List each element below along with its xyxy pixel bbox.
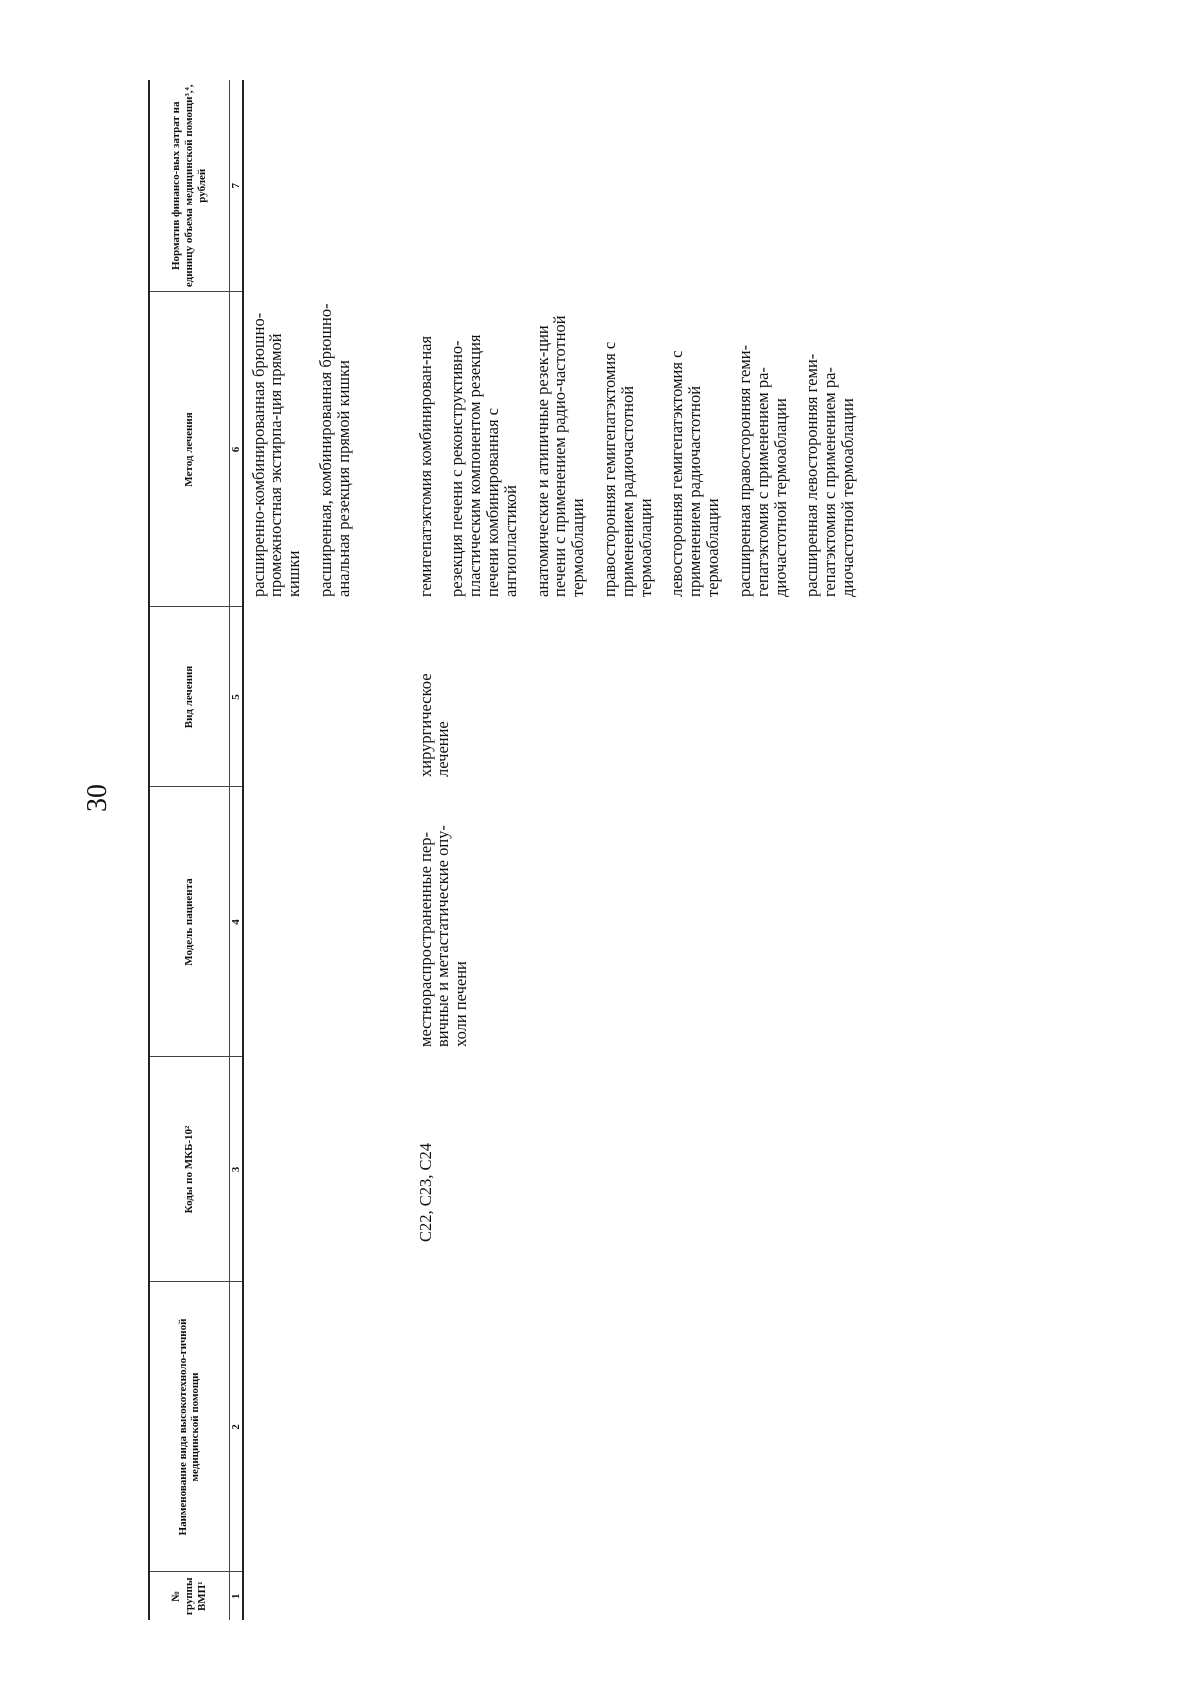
method-entry: правосторонняя гемигепатэктомия с применением радиочастотной термоаблации [600, 341, 655, 597]
treatment-type-text: хирургическое лечение [415, 673, 453, 777]
method-entry: резекция печени с реконструктивно-пластическим компонентом резекция печени комбинированная с ангиопластикой [447, 334, 520, 597]
rotated-table-sheet [148, 80, 1148, 1620]
method-entry: левосторонняя гемигепатэктомия с применением радиочастотной термоаблации [667, 350, 723, 597]
method-entry: расширенная левосторонняя геми-гепатэктомия с применением ра-диочастотной термоаблации [802, 353, 857, 597]
treatment-type-cell [411, 607, 871, 787]
column-number: 1 [229, 1572, 243, 1620]
icd-codes-cell [411, 1057, 871, 1282]
header-treatment-type: Вид лечения [149, 607, 229, 787]
table-row [411, 80, 871, 1620]
method-entry: анатомические и атипичные резек-ции печени с применением радио-частотной термоаблации [532, 315, 588, 597]
column-number: 4 [229, 787, 243, 1057]
column-number: 5 [229, 607, 243, 787]
method-entry: расширенно-комбинированная брюшно-промежностная экстирпа-ция прямой кишки [248, 312, 304, 597]
column-number: 6 [229, 292, 243, 607]
page-number: 30 [82, 784, 113, 812]
column-number: 3 [229, 1057, 243, 1282]
method-entry: расширенная правосторонняя геми-гепатэктомия с применением ра-диочастотной термоаблации [734, 344, 790, 597]
header-icd-codes: Коды по МКБ-10² [149, 1057, 229, 1282]
header-vmp-name: Наименование вида высокотехноло-гичной медицинской помощи [149, 1282, 229, 1572]
treatment-method-cell [411, 292, 871, 607]
column-number: 7 [229, 80, 243, 292]
vmp-table [148, 80, 871, 1620]
table-row [243, 80, 411, 1620]
icd-codes: C22, C23, C24 [415, 1142, 435, 1242]
treatment-method-cell [243, 292, 411, 607]
header-treatment-method: Метод лечения [149, 292, 229, 607]
method-entry: гемигепатэктомия комбинирован-ная [415, 335, 435, 597]
header-patient-model: Модель пациента [149, 787, 229, 1057]
header-group-number: № группы ВМП¹ [149, 1572, 229, 1620]
patient-model-text: местнораспространенные пер-вичные и метастатические опу-холи печени [415, 825, 471, 1047]
patient-model-cell [411, 787, 871, 1057]
header-cost-standard: Норматив финансо-вых затрат на единицу объема медицинской помощи³,⁴, рублей [149, 80, 229, 292]
method-entry: расширенная, комбинированная брюшно-анальная резекция прямой кишки [315, 303, 353, 597]
column-number: 2 [229, 1282, 243, 1572]
